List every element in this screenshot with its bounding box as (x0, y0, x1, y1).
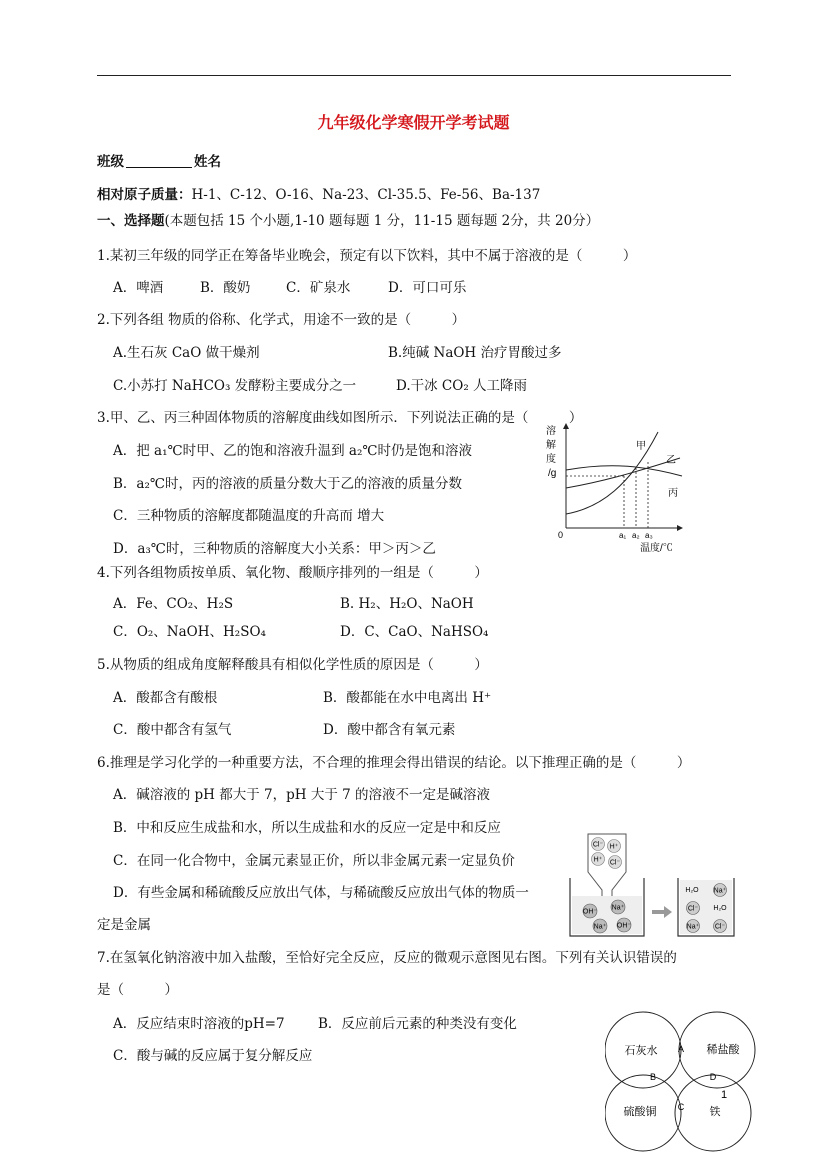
venn-label-cuso4: 硫酸铜 (623, 1106, 657, 1118)
page-title: 九年级化学寒假开学考试题 (317, 113, 510, 132)
product-6: Cl⁻ (714, 923, 726, 931)
micro-reaction-diagram (566, 832, 736, 940)
q4-option-a: A．Fe、CO₂、H₂S (113, 596, 234, 612)
base-ion-4: OH⁻ (616, 922, 632, 930)
q3-stem: 3.甲、乙、丙三种固体物质的溶解度曲线如图所示．下列说法正确的是（ ） (97, 410, 583, 426)
reaction-arrow-icon (652, 906, 672, 918)
page-number: 1 (721, 1089, 728, 1101)
class-label: 班级 (97, 154, 124, 170)
venn-region-d: D (709, 1072, 717, 1082)
venn-label-hcl: 稀盐酸 (706, 1044, 740, 1056)
acid-ion-3: H⁺ (593, 856, 603, 864)
q2-stem: 2.下列各组 物质的俗称、化学式，用途不一致的是（ ） (97, 312, 466, 328)
product-5: Na⁺ (686, 923, 700, 931)
q5-option-c: C．酸中都含有氢气 (113, 722, 232, 738)
q5-option-d: D．酸中都含有氧元素 (323, 722, 456, 738)
product-2: Na⁺ (713, 887, 727, 895)
q4-option-c: C．O₂、NaOH、H₂SO₄ (113, 624, 266, 640)
q4-stem: 4.下列各组物质按单质、氧化物、酸顺序排列的一组是（ ） (97, 565, 488, 581)
q2-option-a: A.生石灰 CaO 做干燥剂 (113, 345, 260, 361)
acid-ion-4: Cl⁻ (609, 859, 621, 867)
y-label-2: 解 (546, 440, 556, 451)
product-4: H₂O (713, 905, 727, 912)
q1-stem: 1.某初三年级的同学正在筹备毕业晚会，预定有以下饮料，其中不属于溶液的是（ ） (97, 248, 637, 264)
q2-option-c: C.小苏打 NaHCO₃ 发酵粉主要成分之一 (113, 378, 357, 394)
q3-option-d: D．a₃℃时，三种物质的溶解度大小关系：甲＞丙＞乙 (113, 541, 436, 557)
class-name-line (97, 150, 221, 170)
q4-option-d: D．C、CaO、NaHSO₄ (340, 624, 489, 640)
q7-option-a: A．反应结束时溶液的pH=7 (113, 1016, 285, 1032)
solubility-chart (540, 418, 690, 558)
q3-option-a: A．把 a₁℃时甲、乙的饱和溶液升温到 a₂℃时仍是饱和溶液 (113, 443, 472, 459)
header-rule (97, 75, 731, 76)
tick-a2: a₂ (632, 531, 640, 540)
q3-option-c: C．三种物质的溶解度都随温度的升高而 增大 (113, 508, 385, 524)
q2-option-b: B.纯碱 NaOH 治疗胃酸过多 (388, 345, 562, 361)
x-label: 温度/℃ (640, 543, 673, 554)
curve-label-bing: 丙 (668, 488, 678, 499)
venn-label-iron: 铁 (709, 1106, 721, 1118)
q1-option-b: B．酸奶 (200, 280, 251, 296)
base-ion-2: Na⁺ (611, 904, 625, 912)
q7-option-c: C．酸与碱的反应属于复分解反应 (113, 1048, 313, 1064)
q7-option-b: B．反应前后元素的种类没有变化 (318, 1016, 517, 1032)
q7-stem-line1: 7.在氢氧化钠溶液中加入盐酸，至恰好完全反应，反应的微观示意图见右图。下列有关认识错误的 (97, 950, 677, 966)
venn-region-b: B (649, 1072, 657, 1082)
atomic-mass-label: 相对原子质量： (97, 187, 192, 203)
venn-label-limewater: 石灰水 (624, 1045, 658, 1057)
class-blank[interactable] (126, 155, 192, 168)
q1-option-a: A．啤酒 (113, 280, 164, 296)
y-label-4: /g (548, 468, 557, 479)
section-note: (本题包括 15 个小题,1-10 题每题 1 分，11-15 题每题 2分，共 20分） (164, 213, 600, 229)
origin-label: 0 (558, 530, 564, 540)
section-title: 一、选择题 (97, 213, 165, 229)
q6-option-d-line2: 定是金属 (97, 917, 151, 933)
y-label-3: 度 (546, 454, 556, 465)
q6-option-a: A．碱溶液的 pH 都大于 7，pH 大于 7 的溶液不一定是碱溶液 (113, 787, 491, 803)
q6-option-b: B．中和反应生成盐和水，所以生成盐和水的反应一定是中和反应 (113, 820, 501, 836)
tick-a3: a₃ (645, 531, 653, 540)
q5-option-a: A．酸都含有酸根 (113, 690, 218, 706)
q6-option-c: C．在同一化合物中，金属元素显正价，所以非金属元素一定显负价 (113, 853, 515, 869)
q7-stem-line2: 是（ ） (97, 982, 178, 998)
section-heading (97, 209, 599, 229)
acid-ion-2: H⁺ (609, 843, 619, 851)
y-label-1: 溶 (546, 426, 556, 437)
product-1: H₂O (685, 887, 699, 894)
curve-bing (566, 458, 680, 488)
q3-option-b: B．a₂℃时，丙的溶液的质量分数大于乙的溶液的质量分数 (113, 476, 462, 492)
atomic-mass-line (97, 183, 540, 203)
venn-region-c: C (677, 1102, 685, 1112)
product-3: Cl⁻ (687, 905, 699, 913)
q6-option-d-line1: D．有些金属和稀硫酸反应放出气体，与稀硫酸反应放出气体的物质一 (113, 885, 529, 901)
q1-option-c: C．矿泉水 (286, 280, 351, 296)
name-label: 姓名 (194, 154, 221, 170)
q5-stem: 5.从物质的组成角度解释酸具有相似化学性质的原因是（ ） (97, 657, 488, 673)
q2-option-d: D.干冰 CO₂ 人工降雨 (396, 378, 528, 394)
q4-option-b: B. H₂、H₂O、NaOH (340, 596, 474, 612)
curve-label-yi: 乙 (666, 455, 676, 466)
atomic-mass-values: H-1、C-12、O-16、Na-23、Cl-35.5、Fe-56、Ba-137 (191, 187, 541, 203)
q6-stem: 6.推理是学习化学的一种重要方法，不合理的推理会得出错误的结论。以下推理正确的是（ ） (97, 755, 691, 771)
venn-region-a: A (677, 1044, 685, 1054)
q1-option-d: D．可口可乐 (388, 280, 467, 296)
base-ion-3: Na⁺ (593, 923, 607, 931)
base-ion-1: OH⁻ (582, 908, 598, 916)
q5-option-b: B．酸都能在水中电离出 H⁺ (323, 690, 492, 706)
curve-label-jia: 甲 (636, 441, 646, 452)
tick-a1: a₁ (619, 531, 627, 540)
acid-ion-1: Cl⁻ (592, 841, 604, 849)
venn-diagram (605, 1008, 765, 1166)
